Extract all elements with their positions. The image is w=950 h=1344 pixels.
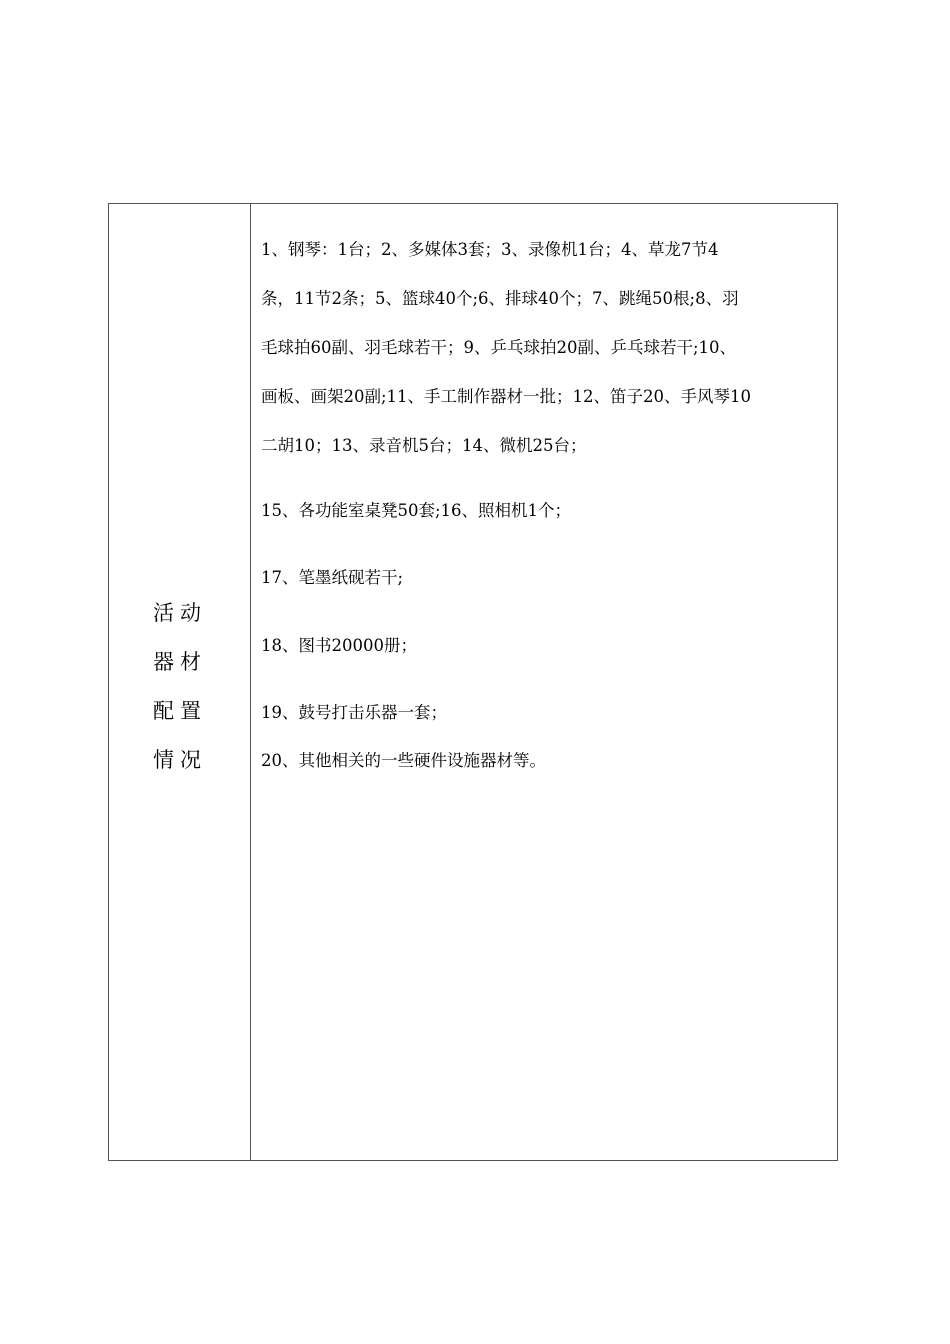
paragraph-line: 毛球拍60副、羽毛球若干；9、乒乓球拍20副、乒乓球若干;10、 — [261, 338, 737, 357]
row-label-line: 情况 — [153, 748, 207, 772]
label-cell — [109, 204, 251, 1160]
paragraph-line: 条，11节2条；5、篮球40个;6、排球40个；7、跳绳50根;8、羽 — [261, 289, 739, 308]
item-15-line: 15、各功能室桌凳50套;16、照相机1个； — [261, 501, 572, 520]
item-18-line: 18、图书20000册； — [261, 636, 417, 655]
paragraph-line: 二胡10；13、录音机5台；14、微机25台； — [261, 436, 587, 455]
row-label — [109, 589, 251, 785]
row-label-line: 器材 — [153, 650, 207, 674]
item-19-line: 19、鼓号打击乐器一套； — [261, 703, 447, 722]
items-paragraph — [261, 225, 827, 470]
equipment-table — [108, 203, 838, 1161]
item-17-line: 17、笔墨纸砚若干; — [261, 568, 404, 587]
row-label-line: 活动 — [153, 601, 207, 625]
item-20-line: 20、其他相关的一些硬件设施器材等。 — [261, 751, 546, 770]
paragraph-line: 1、钢琴：1台；2、多媒体3套；3、录像机1台；4、草龙7节4 — [261, 240, 719, 259]
content-cell — [251, 204, 837, 1160]
paragraph-line: 画板、画架20副;11、手工制作器材一批；12、笛子20、手风琴10 — [261, 387, 752, 406]
row-label-line: 配置 — [153, 699, 207, 723]
